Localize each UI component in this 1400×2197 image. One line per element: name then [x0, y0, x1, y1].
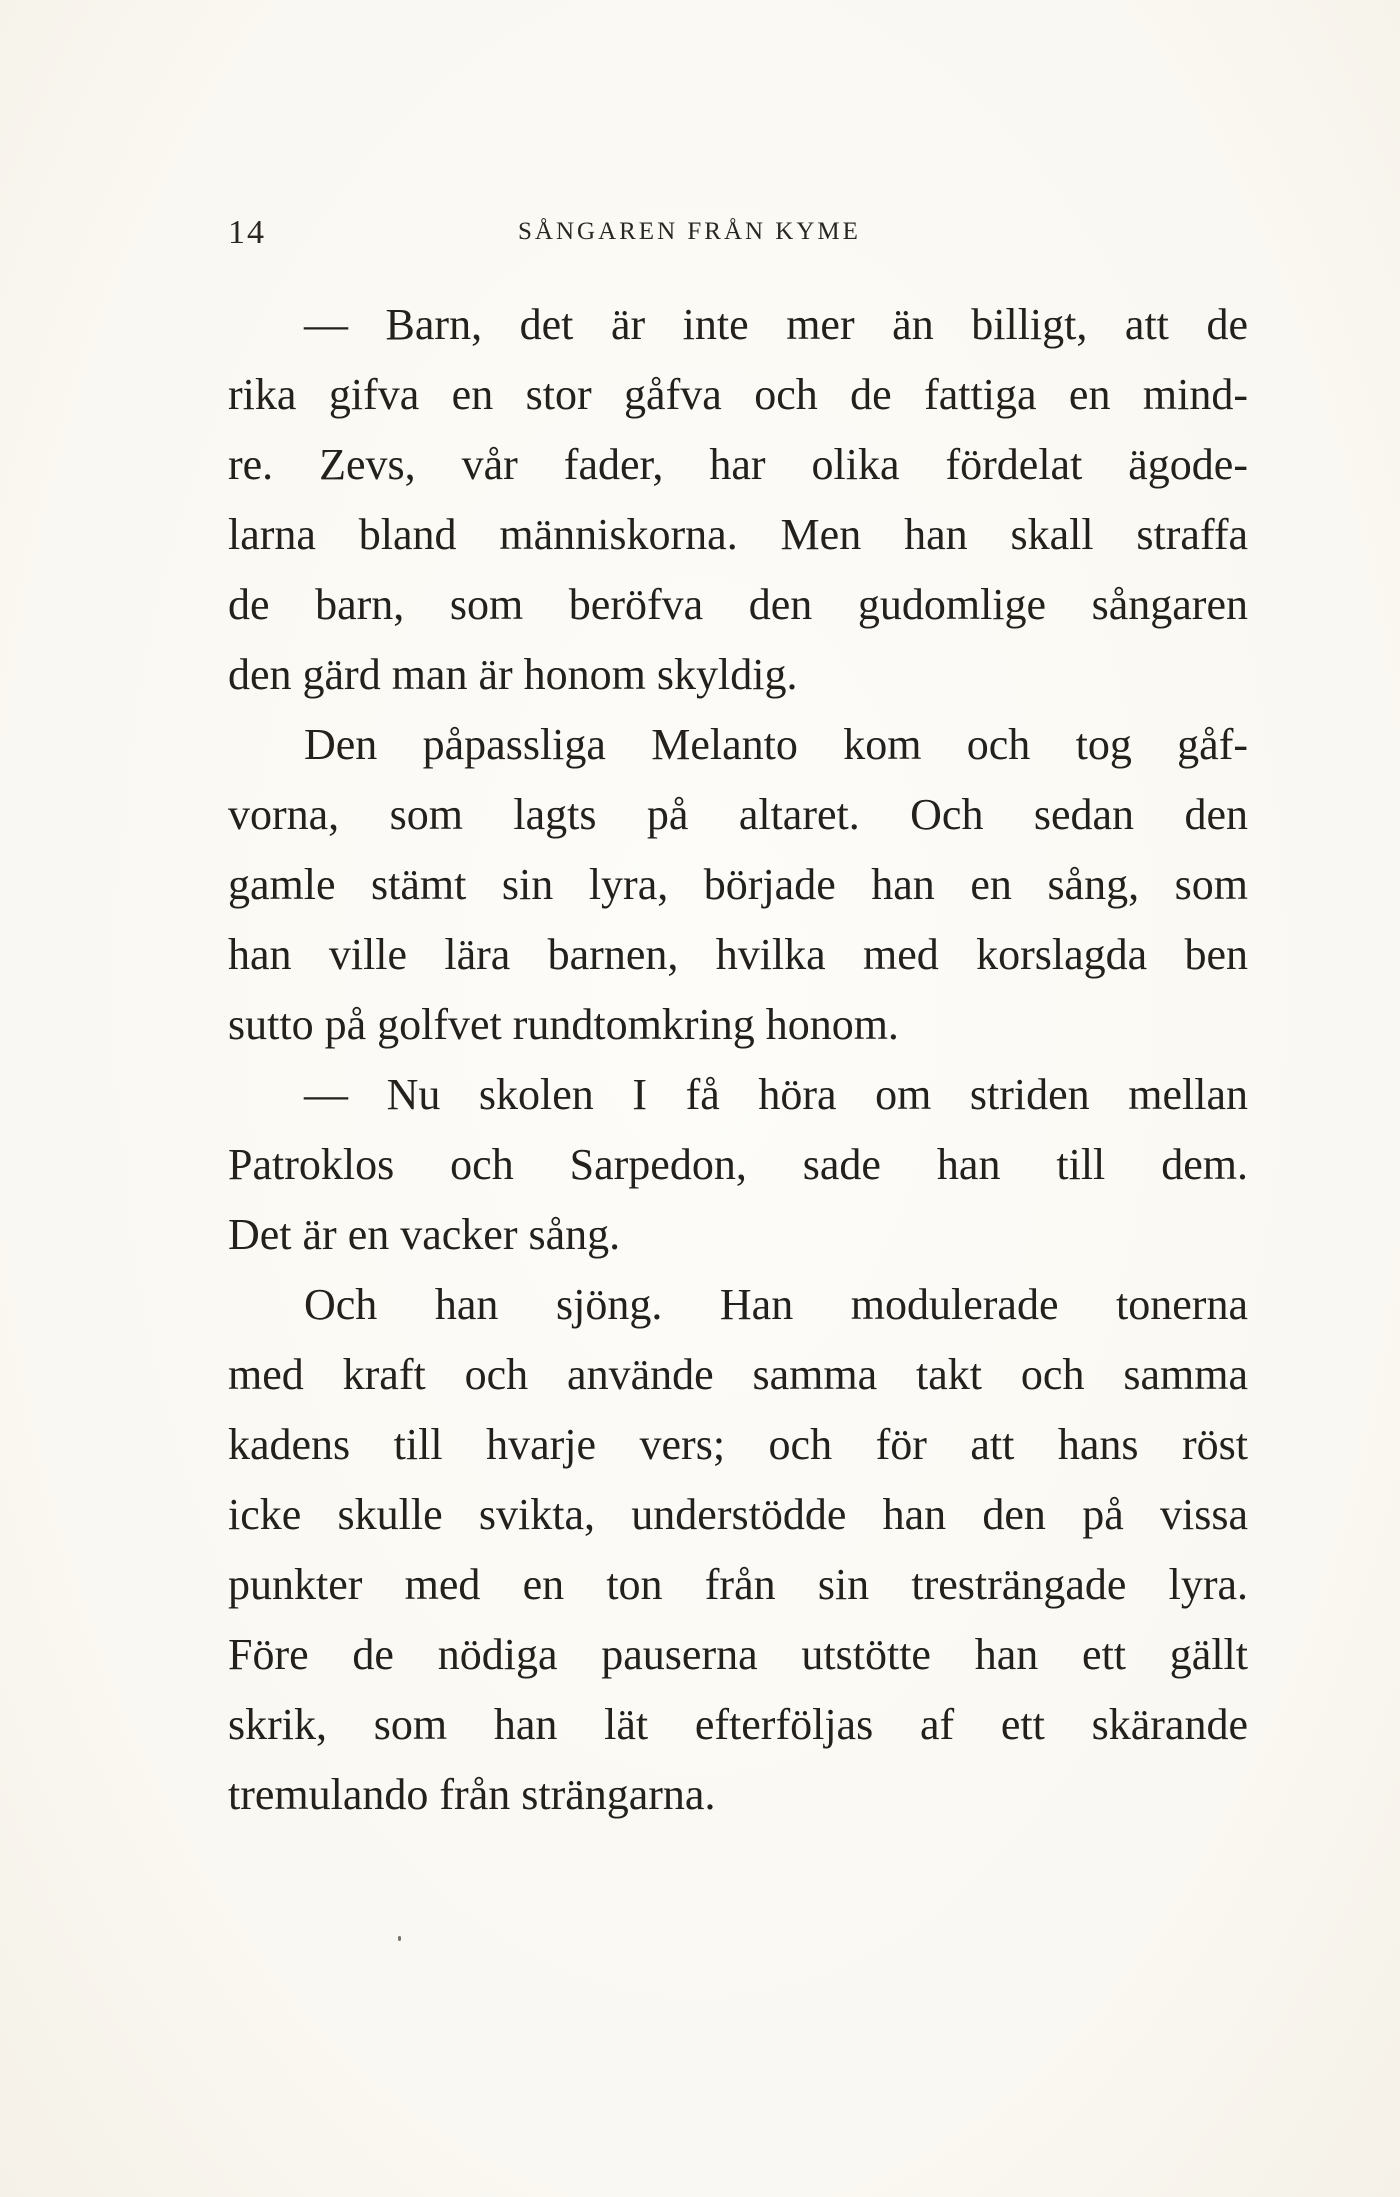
text-line: larna bland människorna. Men han skall straffa	[228, 510, 1248, 559]
body-text	[228, 290, 1248, 1830]
text-line: Patroklos och Sarpedon, sade han till dem.	[228, 1140, 1248, 1189]
text-line: gamle stämt sin lyra, började han en sång, som	[228, 860, 1248, 909]
text-line: Före de nödiga pauserna utstötte han ett gällt	[228, 1630, 1248, 1679]
text-line: kadens till hvarje vers; och för att hans röst	[228, 1420, 1248, 1469]
text-line: den gärd man är honom skyldig.	[228, 650, 798, 699]
text-line: icke skulle svikta, understödde han den på vissa	[228, 1490, 1248, 1539]
text-line: Den påpassliga Melanto kom och tog gåf-	[304, 720, 1248, 769]
text-line: — Barn, det är inte mer än billigt, att de	[304, 300, 1248, 349]
running-title: SÅNGAREN FRÅN KYME	[518, 218, 861, 245]
page-number: 14	[228, 214, 266, 251]
running-head	[228, 214, 1248, 264]
text-line: Och han sjöng. Han modulerade tonerna	[304, 1280, 1248, 1329]
text-line: punkter med en ton från sin tresträngade lyra.	[228, 1560, 1248, 1609]
text-line: vorna, som lagts på altaret. Och sedan den	[228, 790, 1248, 839]
text-line: han ville lära barnen, hvilka med korslagda ben	[228, 930, 1248, 979]
text-line: — Nu skolen I få höra om striden mellan	[304, 1070, 1248, 1119]
text-line: Det är en vacker sång.	[228, 1210, 621, 1259]
text-line: re. Zevs, vår fader, har olika fördelat ägode-	[228, 440, 1248, 489]
text-line: tremulando från strängarna.	[228, 1770, 716, 1819]
text-line: rika gifva en stor gåfva och de fattiga en mind-	[228, 370, 1248, 419]
text-line: skrik, som han lät efterföljas af ett skärande	[228, 1700, 1248, 1749]
text-line: de barn, som beröfva den gudomlige sångaren	[228, 580, 1248, 629]
ink-speck	[398, 1936, 401, 1941]
text-line: sutto på golfvet rundtomkring honom.	[228, 1000, 899, 1049]
text-line: med kraft och använde samma takt och samma	[228, 1350, 1248, 1399]
